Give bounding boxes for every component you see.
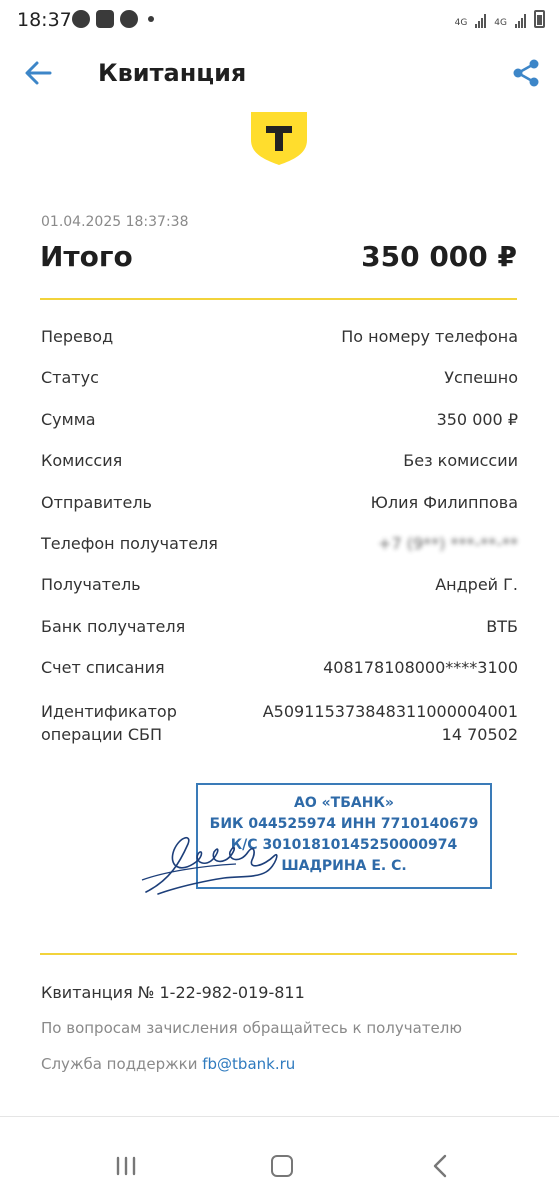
detail-value: 408178108000****3100	[323, 658, 518, 678]
detail-row-recipient-phone	[41, 525, 518, 566]
recipient-note: По вопросам зачисления обращайтесь к получателю	[41, 1019, 463, 1037]
detail-value: Без комиссии	[403, 451, 518, 471]
detail-row-transfer	[41, 318, 518, 359]
detail-value: 350 000 ₽	[436, 409, 518, 429]
detail-label: Телефон получателя	[41, 533, 218, 553]
detail-label: Комиссия	[41, 451, 123, 471]
stamp-line: БИК 044525974 ИНН 7710140679	[209, 816, 479, 832]
status-indicators	[455, 10, 545, 28]
detail-label: Идентификатор операции СБП	[41, 701, 177, 744]
notification-icons	[72, 10, 154, 28]
share-icon[interactable]	[511, 58, 541, 88]
network-type-1: 4G	[454, 18, 468, 28]
divider-bottom	[40, 953, 517, 955]
detail-row-amount	[41, 401, 518, 442]
support-line	[41, 1055, 295, 1073]
system-nav-bar	[0, 1140, 559, 1195]
arrow-left-icon[interactable]	[22, 58, 54, 88]
page-title: Квитанция	[98, 59, 247, 87]
detail-label: Сумма	[41, 409, 96, 429]
total-value: 350 000 ₽	[361, 240, 517, 273]
detail-row-sender	[41, 484, 518, 525]
whatsapp-icon	[72, 10, 90, 28]
receipt-number: Квитанция № 1-22-982-019-811	[41, 983, 305, 1002]
detail-value: Успешно	[444, 368, 518, 388]
detail-label: Перевод	[41, 327, 114, 346]
network-type-2: 4G	[494, 18, 507, 28]
detail-label: Банк получателя	[41, 616, 186, 636]
receipt-details	[41, 318, 518, 751]
support-email-link[interactable]: fb@tbank.ru	[202, 1055, 296, 1073]
divider-top	[40, 298, 517, 300]
detail-value: ВТБ	[486, 616, 518, 636]
support-label: Служба поддержки	[41, 1055, 203, 1073]
receipt-datetime: 01.04.2025 18:37:38	[41, 214, 189, 230]
recent-apps-icon[interactable]	[115, 1156, 137, 1176]
detail-row-sbp-id	[41, 691, 518, 751]
total-label: Итого	[40, 240, 133, 273]
detail-value: Андрей Г.	[435, 575, 518, 595]
back-nav-icon[interactable]	[430, 1154, 450, 1178]
tbank-notification-icon	[96, 10, 114, 28]
detail-label: Статус	[41, 368, 99, 388]
status-time: 18:37	[17, 9, 72, 31]
battery-icon	[534, 10, 545, 28]
signal-1-icon	[475, 14, 486, 28]
status-bar	[0, 0, 559, 40]
signature	[140, 822, 300, 902]
tbank-logo	[249, 110, 309, 166]
detail-row-status	[41, 359, 518, 400]
detail-row-recipient	[41, 566, 518, 607]
chat-icon	[120, 10, 138, 28]
app-bar	[0, 48, 559, 100]
home-icon[interactable]	[271, 1155, 293, 1177]
detail-value[interactable]: A50911537384831100000400114 70502	[262, 701, 518, 744]
stamp-line: К/С 30101810145250000974	[230, 837, 458, 853]
detail-label: Счет списания	[41, 658, 165, 678]
signal-2-icon	[515, 14, 526, 28]
more-notifications-icon	[148, 16, 154, 22]
detail-row-commission	[41, 442, 518, 483]
stamp-line: АО «ТБАНК»	[294, 795, 394, 811]
detail-row-debit-account	[41, 649, 518, 690]
detail-label: Отправитель	[41, 492, 152, 512]
detail-label: Получатель	[41, 575, 141, 595]
nav-divider	[0, 1116, 559, 1117]
detail-value: Юлия Филиппова	[370, 492, 518, 512]
detail-value-redacted: +7 (9**) ***-**-**	[378, 533, 518, 553]
stamp-line: ШАДРИНА Е. С.	[281, 858, 407, 874]
detail-value: По номеру телефона	[341, 327, 518, 346]
detail-row-recipient-bank	[41, 608, 518, 649]
